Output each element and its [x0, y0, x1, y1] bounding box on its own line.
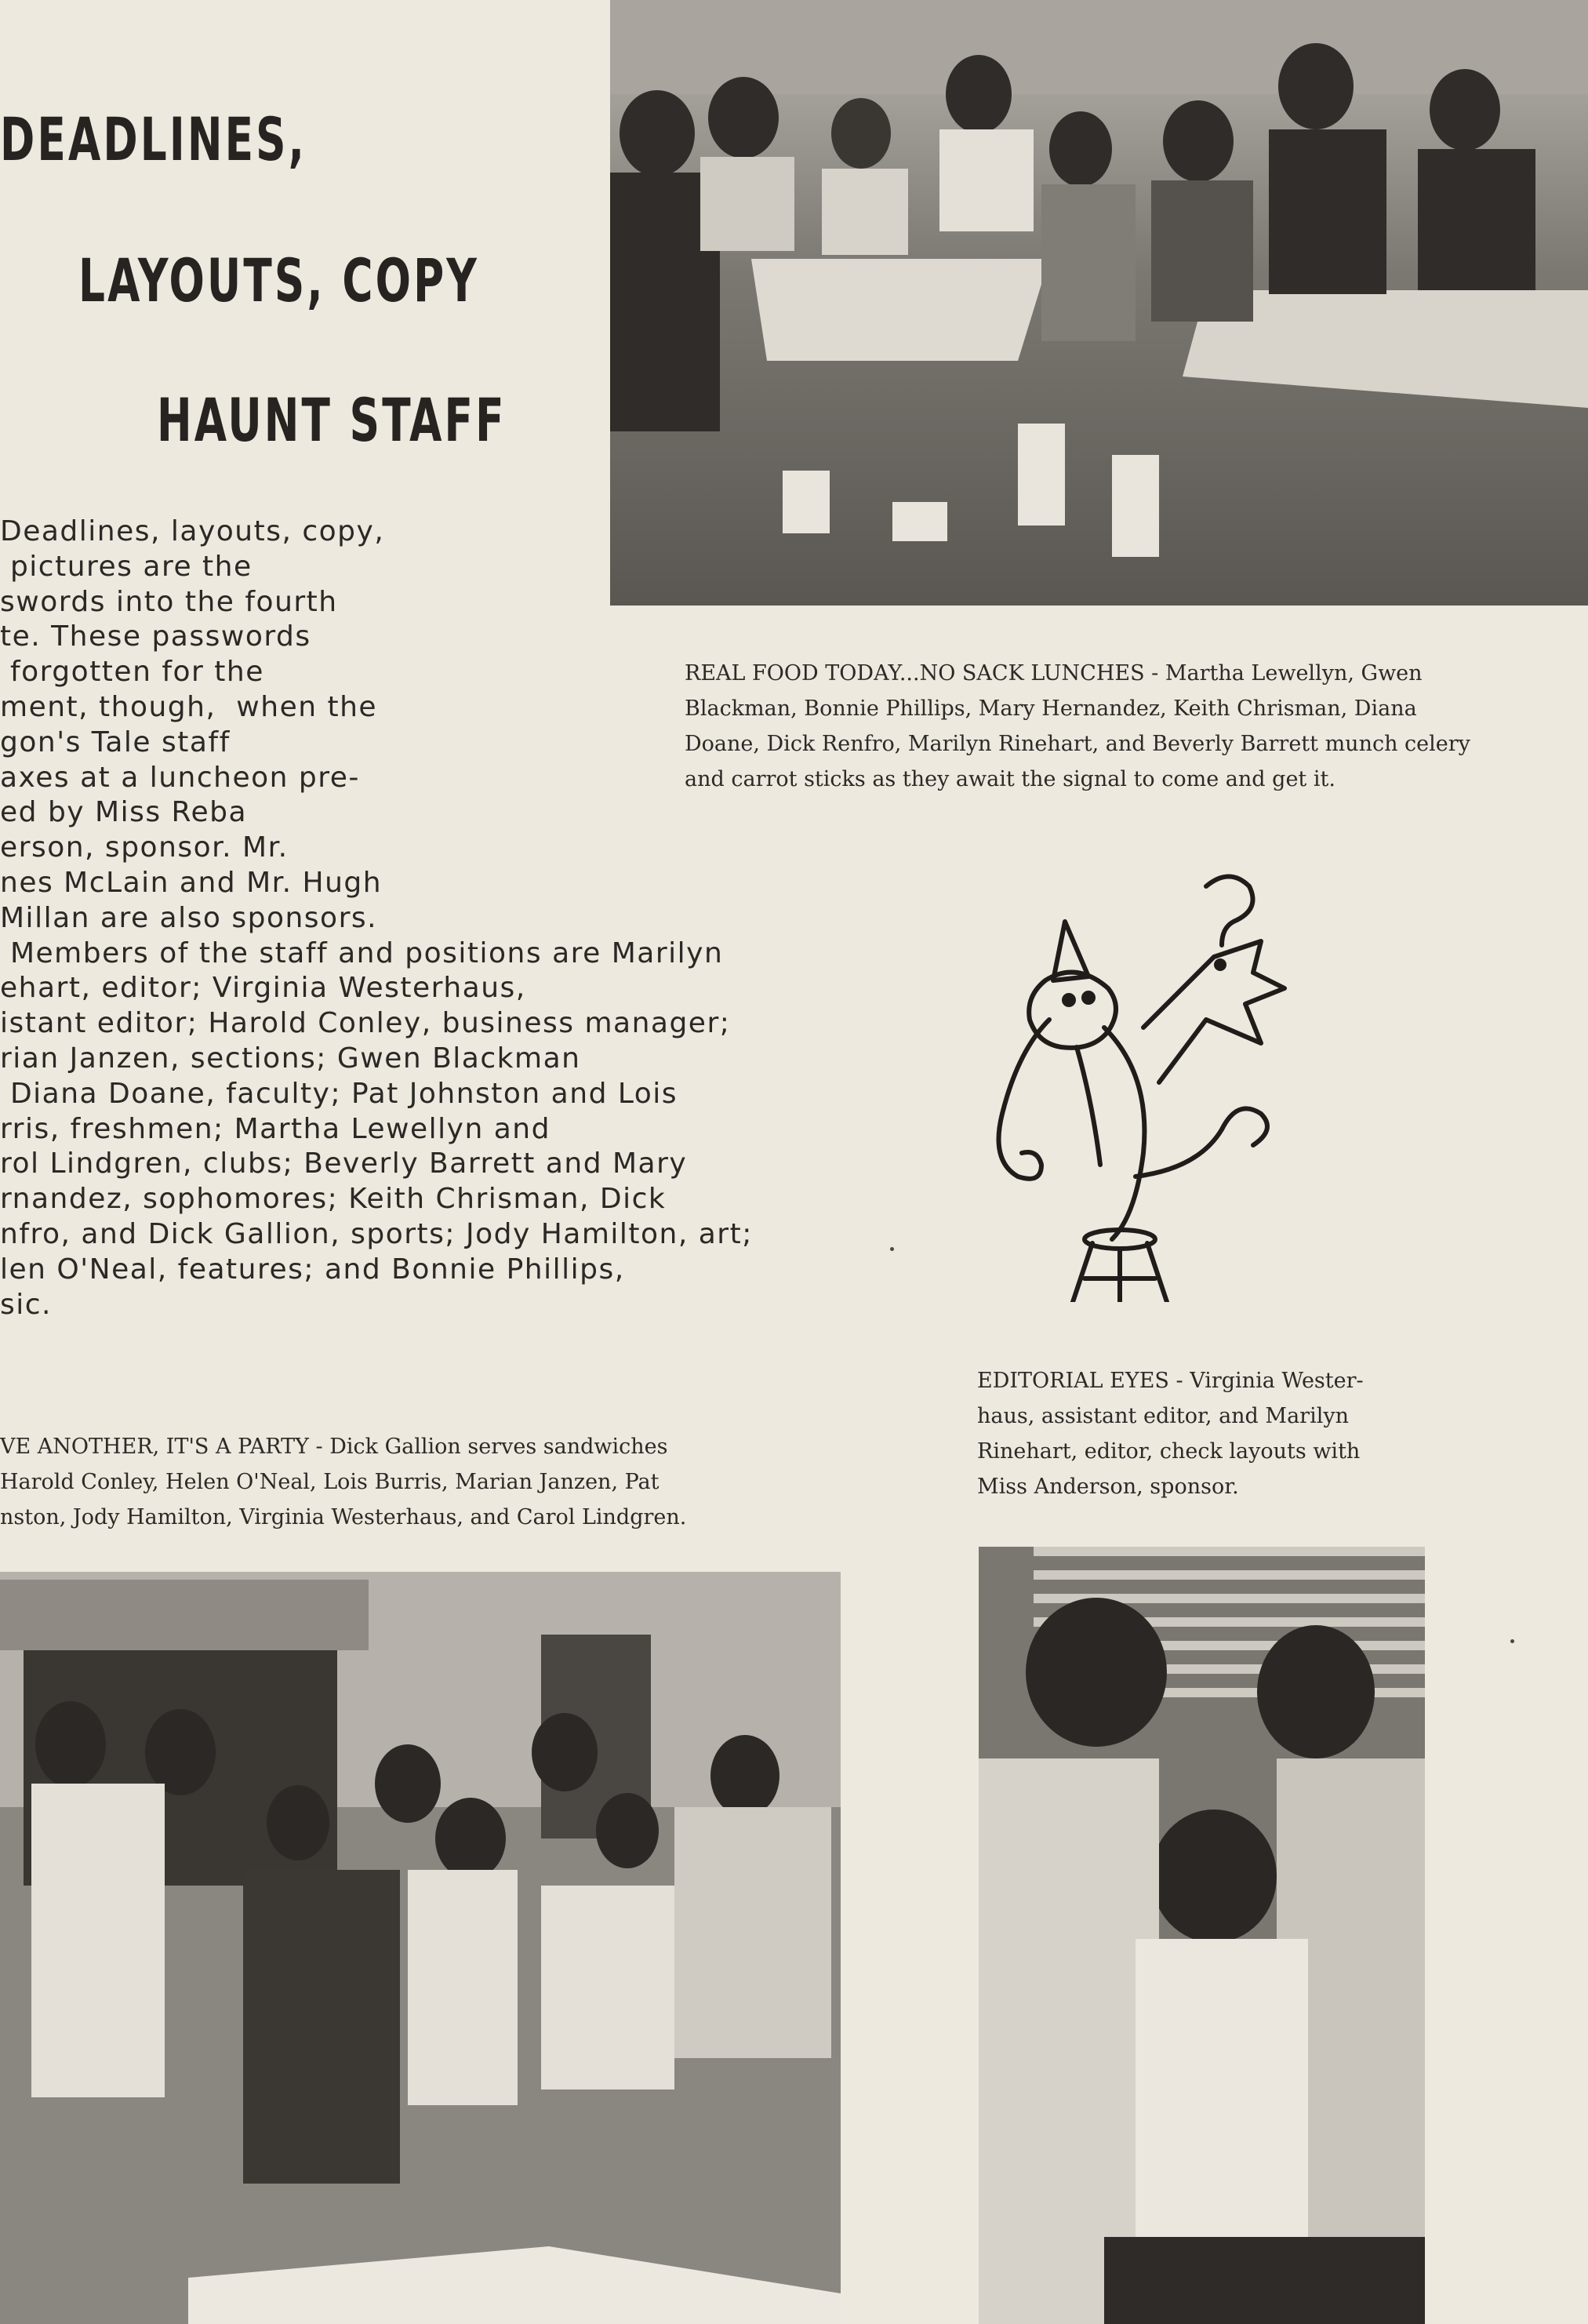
caption-line: Miss Anderson, sponsor.: [977, 1475, 1239, 1499]
body-copy-line: Deadlines, layouts, copy,: [0, 515, 385, 547]
body-copy-line: gon's Tale staff: [0, 726, 231, 758]
caption-line: REAL FOOD TODAY...NO SACK LUNCHES - Martha Lewellyn, Gwen: [685, 661, 1423, 686]
body-copy-line: erson, sponsor. Mr.: [0, 831, 289, 864]
caption-line: Harold Conley, Helen O'Neal, Lois Burris, Marian Janzen, Pat: [0, 1470, 660, 1494]
body-copy-line: ment, though, when the: [0, 690, 378, 723]
body-copy: [0, 515, 886, 1322]
caption-line: haus, assistant editor, and Marilyn: [977, 1404, 1349, 1428]
caption-line: and carrot sticks as they await the signal to come and get it.: [685, 767, 1335, 791]
headline-line-3: HAUNT STAFF: [157, 385, 507, 455]
party-caption: [0, 1429, 686, 1535]
body-copy-line: forgotten for the: [0, 656, 264, 689]
caption-line: Rinehart, editor, check layouts with: [977, 1439, 1361, 1464]
body-copy-line: rian Janzen, sections; Gwen Blackman: [0, 1042, 581, 1075]
caption-line: nston, Jody Hamilton, Virginia Westerhaus, and Carol Lindgren.: [0, 1505, 687, 1529]
editorial-caption: [977, 1363, 1364, 1504]
caption-line: Blackman, Bonnie Phillips, Mary Hernandez, Keith Chrisman, Diana: [685, 696, 1417, 721]
body-copy-line: rol Lindgren, clubs; Beverly Barrett and Mary: [0, 1147, 688, 1180]
headline-line-2: LAYOUTS, COPY: [78, 245, 480, 315]
caption-line: Doane, Dick Renfro, Marilyn Rinehart, and Beverly Barrett munch celery: [685, 732, 1470, 756]
body-copy-line: nes McLain and Mr. Hugh: [0, 866, 383, 899]
body-copy-line: ed by Miss Reba: [0, 796, 248, 829]
dragon-mascot-illustration: [971, 863, 1316, 1302]
party-photo: [0, 1572, 841, 2324]
body-copy-line: istant editor; Harold Conley, business manager;: [0, 1007, 731, 1040]
caption-line: VE ANOTHER, IT'S A PARTY - Dick Gallion serves sandwiches: [0, 1435, 668, 1459]
luncheon-photo: [610, 0, 1588, 606]
body-copy-line: ehart, editor; Virginia Westerhaus,: [0, 972, 526, 1005]
print-speck: [1510, 1639, 1514, 1643]
body-copy-line: rnandez, sophomores; Keith Chrisman, Dick: [0, 1183, 667, 1216]
headline-line-1: DEADLINES,: [0, 104, 307, 174]
luncheon-caption: [685, 656, 1470, 797]
caption-line: EDITORIAL EYES - Virginia Wester-: [977, 1369, 1364, 1393]
editorial-photo: [979, 1547, 1425, 2324]
body-copy-line: swords into the fourth: [0, 585, 338, 618]
body-copy-line: axes at a luncheon pre-: [0, 761, 360, 794]
body-copy-line: pictures are the: [0, 550, 253, 583]
print-speck: [890, 1247, 894, 1251]
body-copy-line: Members of the staff and positions are Marilyn: [0, 937, 724, 969]
body-copy-line: len O'Neal, features; and Bonnie Phillips,: [0, 1253, 625, 1286]
body-copy-line: Millan are also sponsors.: [0, 901, 378, 934]
body-copy-line: Diana Doane, faculty; Pat Johnston and Lois: [0, 1077, 678, 1110]
body-copy-line: nfro, and Dick Gallion, sports; Jody Hamilton, art;: [0, 1217, 753, 1250]
body-copy-line: te. These passwords: [0, 620, 311, 653]
body-copy-line: sic.: [0, 1288, 52, 1321]
body-copy-line: rris, freshmen; Martha Lewellyn and: [0, 1112, 551, 1145]
